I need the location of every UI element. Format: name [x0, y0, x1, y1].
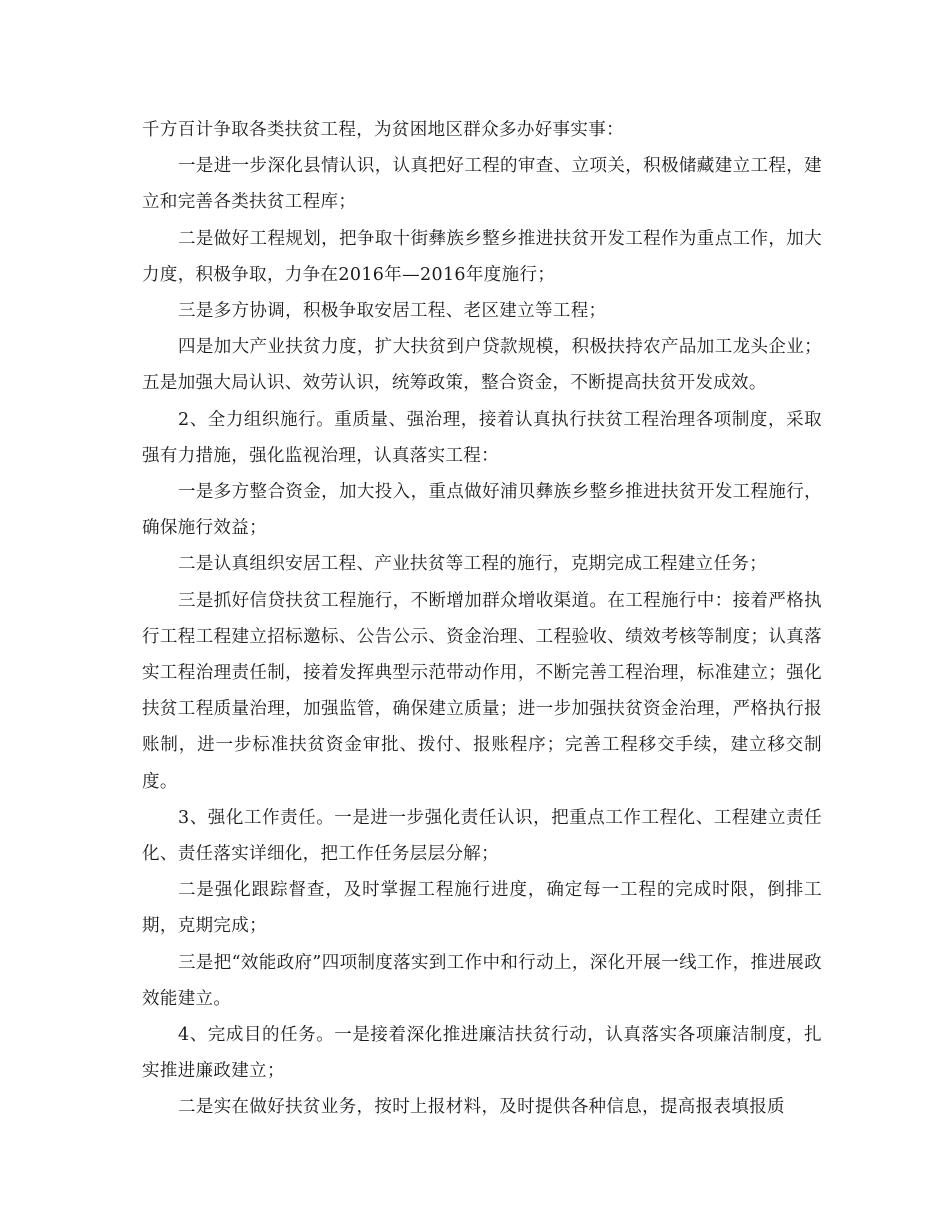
paragraph: 三是把“效能政府”四项制度落实到工作中和行动上，深化开展一线工作，推进展政效能建立。 [142, 952, 822, 1009]
paragraph: 二是实在做好扶贫业务，按时上报材料，及时提供各种信息，提高报表填报质 [178, 1097, 785, 1118]
paragraph: 二是强化跟踪督查，及时掌握工程施行进度，确定每一工程的完成时限，倒排工期，克期完成； [142, 880, 822, 937]
paragraph: 3、强化工作责任。一是进一步强化责任认识，把重点工作工程化、工程建立责任化、责任落实详细化，把工作任务层层分解； [142, 807, 822, 865]
paragraph: 2、全力组织施行。重质量、强治理，接着认真执行扶贫工程治理各项制度，采取强有力措施，强化监视治理，认真落实工程： [142, 409, 822, 466]
paragraph: 四是加大产业扶贫力度，扩大扶贫到户贷款规模，积极扶持农产品加工龙头企业；五是加强大局认识、效劳认识，统筹政策，整合资金，不断提高扶贫开发成效。 [142, 337, 822, 394]
paragraph: 三是抓好信贷扶贫工程施行，不断增加群众增收渠道。在工程施行中：接着严格执行工程工程建立招标邀标、公告公示、资金治理、工程验收、绩效考核等制度；认真落实工程治理责任制，接着发挥典型示范带动作用，不断完善工程治理，标准建立；强化扶贫工程质量治理，加强监管，确保建立质量；进一步加强扶贫资金治理，严格执行报账制，进一步标准扶贫资金审批、拨付、报账程序；完善工程移交手续，建立移交制度。 [142, 590, 822, 792]
paragraph: 二是认真组织安居工程、产业扶贫等工程的施行，克期完成工程建立任务； [178, 554, 768, 575]
paragraph: 一是进一步深化县情认识，认真把好工程的审查、立项关，积极储藏建立工程，建立和完善各类扶贫工程库； [142, 156, 822, 213]
paragraph: 二是做好工程规划，把争取十街彝族乡整乡推进扶贫开发工程作为重点工作，加大力度，积极争取，力争在2016年—2016年度施行； [142, 228, 822, 285]
paragraph: 4、完成目的任务。一是接着深化推进廉洁扶贫行动，认真落实各项廉洁制度，扎实推进廉政建立； [142, 1025, 822, 1082]
paragraph: 千方百计争取各类扶贫工程，为贫困地区群众多办好事实事： [142, 120, 624, 140]
paragraph: 一是多方整合资金，加大投入，重点做好浦贝彝族乡整乡推进扶贫开发工程施行，确保施行效益； [142, 482, 822, 539]
document-page [142, 112, 822, 1126]
paragraph: 三是多方协调，积极争取安居工程、老区建立等工程； [178, 301, 607, 322]
